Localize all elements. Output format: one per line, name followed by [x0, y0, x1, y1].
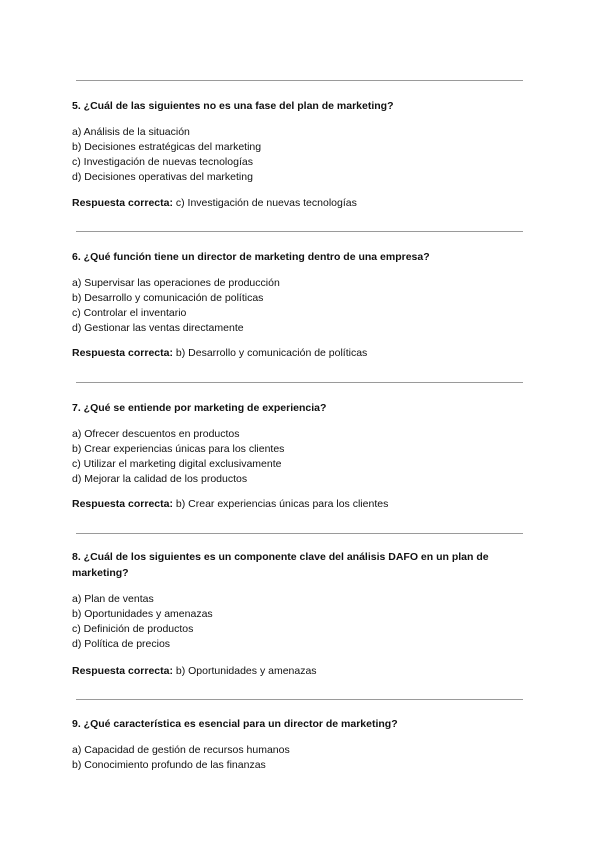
option-item: b) Crear experiencias únicas para los clientes	[72, 443, 285, 455]
options-list	[72, 125, 527, 185]
option-item: b) Conocimiento profundo de las finanzas	[72, 759, 266, 771]
answer-label: Respuesta correcta:	[72, 197, 173, 209]
question-title: 9. ¿Qué característica es esencial para un director de marketing?	[72, 718, 398, 730]
answer-text: b) Desarrollo y comunicación de políticas	[175, 347, 368, 359]
correct-answer	[72, 664, 527, 679]
question-title: 8. ¿Cuál de los siguientes es un componente clave del análisis DAFO en un plan de marketing?	[72, 551, 489, 579]
option-item: d) Gestionar las ventas directamente	[72, 322, 244, 334]
option-item: d) Decisiones operativas del marketing	[72, 171, 253, 183]
question-title: 6. ¿Qué función tiene un director de marketing dentro de una empresa?	[72, 251, 430, 263]
option-item: a) Capacidad de gestión de recursos humanos	[72, 744, 290, 756]
option-item: c) Definición de productos	[72, 623, 194, 635]
question-title: 5. ¿Cuál de las siguientes no es una fase del plan de marketing?	[72, 100, 394, 112]
answer-label: Respuesta correcta:	[72, 665, 173, 677]
option-item: d) Mejorar la calidad de los productos	[72, 473, 248, 485]
option-item: a) Plan de ventas	[72, 593, 154, 605]
answer-label: Respuesta correcta:	[72, 498, 173, 510]
divider	[76, 80, 523, 81]
correct-answer	[72, 497, 527, 512]
option-item: b) Desarrollo y comunicación de políticas	[72, 292, 264, 304]
option-item: c) Investigación de nuevas tecnologías	[72, 156, 253, 168]
correct-answer	[72, 196, 527, 211]
correct-answer	[72, 346, 527, 361]
option-item: b) Oportunidades y amenazas	[72, 608, 213, 620]
divider	[76, 533, 523, 534]
option-item: c) Controlar el inventario	[72, 307, 187, 319]
answer-text: b) Oportunidades y amenazas	[175, 665, 317, 677]
option-item: a) Análisis de la situación	[72, 126, 190, 138]
option-item: b) Decisiones estratégicas del marketing	[72, 141, 262, 153]
option-item: d) Política de precios	[72, 638, 171, 650]
option-item: a) Ofrecer descuentos en productos	[72, 428, 240, 440]
divider	[76, 231, 523, 232]
options-list	[72, 592, 527, 652]
answer-text: c) Investigación de nuevas tecnologías	[175, 197, 357, 209]
options-list	[72, 276, 527, 336]
option-item: a) Supervisar las operaciones de producción	[72, 277, 280, 289]
answer-text: b) Crear experiencias únicas para los clientes	[175, 498, 389, 510]
question-title: 7. ¿Qué se entiende por marketing de experiencia?	[72, 402, 327, 414]
options-list	[72, 743, 527, 773]
answer-label: Respuesta correcta:	[72, 347, 173, 359]
options-list	[72, 427, 527, 487]
divider	[76, 382, 523, 383]
divider	[76, 699, 523, 700]
option-item: c) Utilizar el marketing digital exclusivamente	[72, 458, 282, 470]
